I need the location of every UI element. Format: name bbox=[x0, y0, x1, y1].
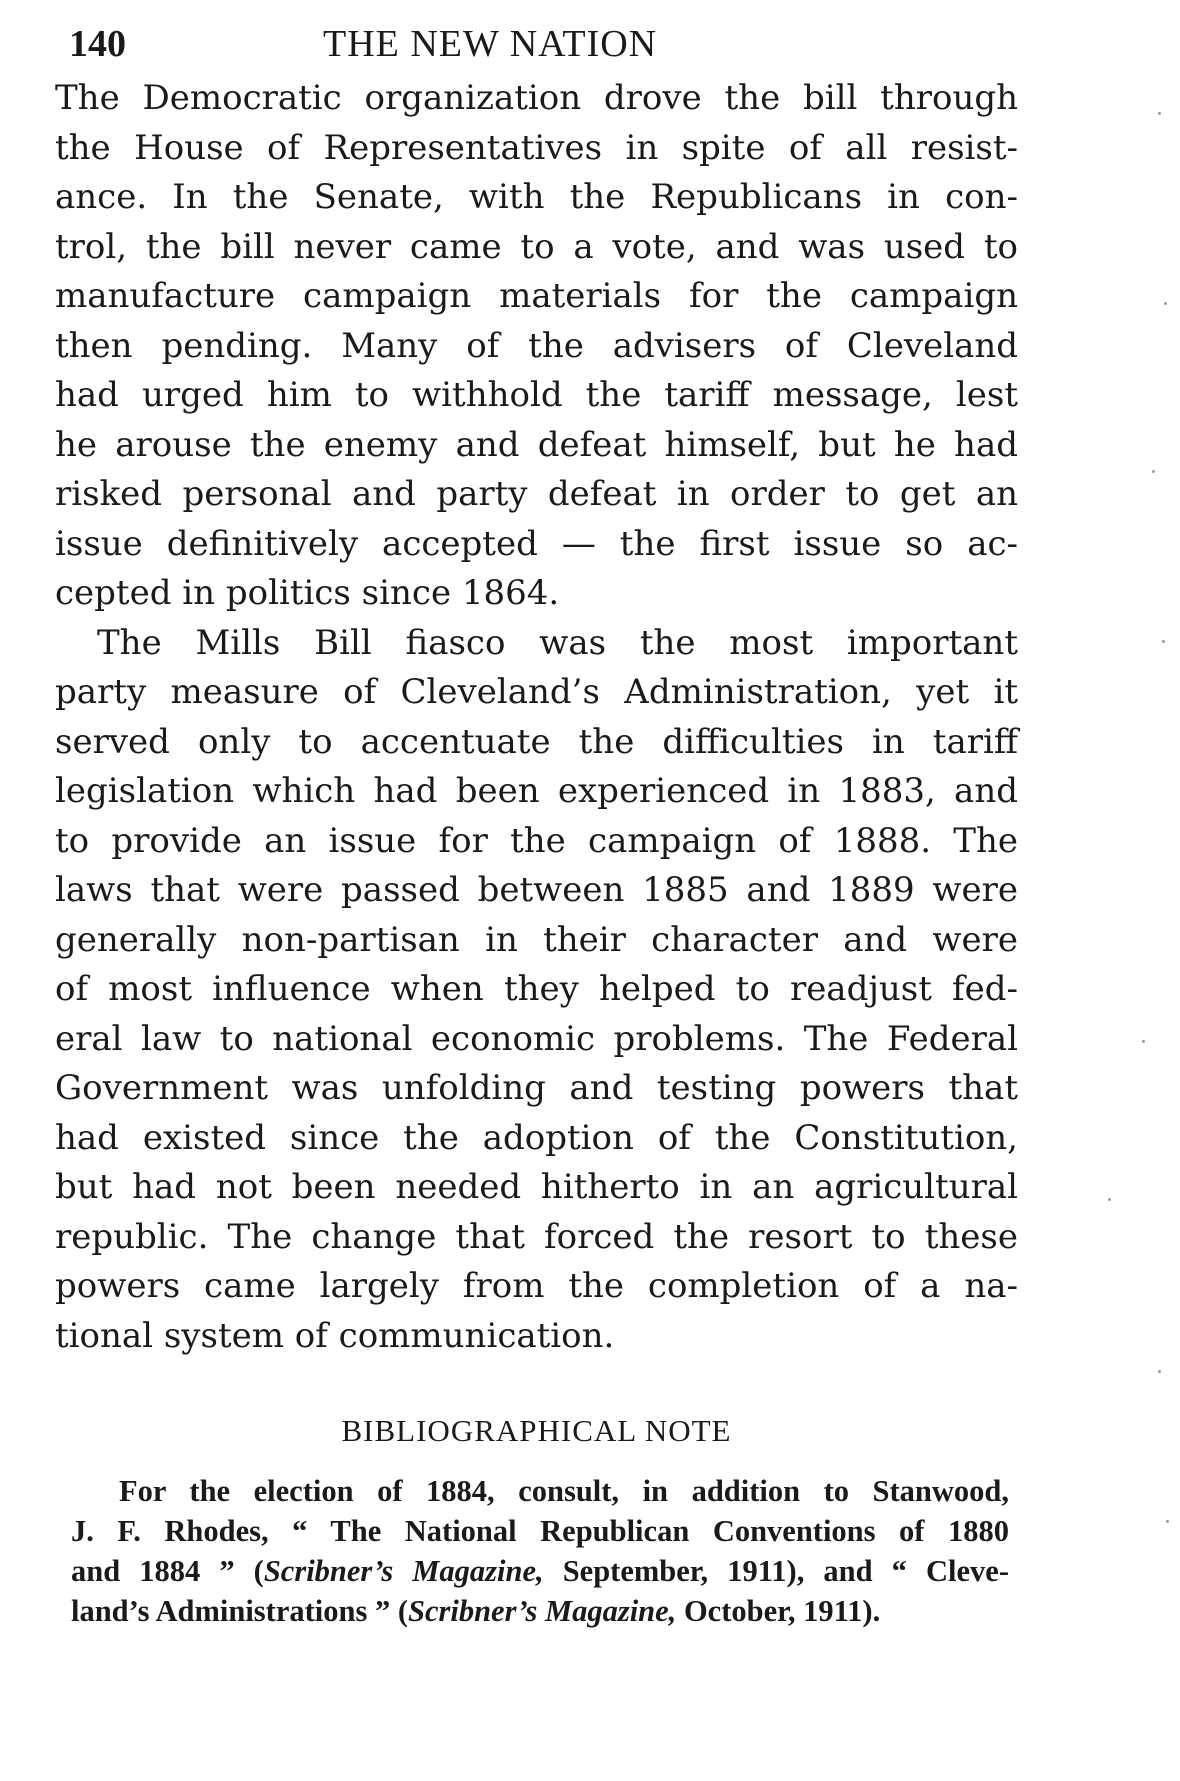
book-page bbox=[55, 22, 1055, 1631]
text-line: but had not been needed hitherto in an agricultural bbox=[55, 1167, 1018, 1207]
text-line: generally non-partisan in their character and were bbox=[55, 919, 1018, 960]
note-line bbox=[71, 1591, 1009, 1631]
text-line: trol, the bill never came to a vote, and was used to bbox=[55, 226, 1018, 267]
bibliographical-note bbox=[55, 1471, 1055, 1631]
text-line: ance. In the Senate, with the Republicans in con- bbox=[55, 177, 1018, 217]
body-paragraph-1 bbox=[55, 74, 1055, 619]
note-line: J. F. Rhodes, “ The National Republican Conventions of 1880 bbox=[71, 1514, 1009, 1548]
paper-speck bbox=[1158, 1370, 1161, 1373]
paper-speck bbox=[1142, 1040, 1145, 1043]
text-line: to provide an issue for the campaign of 1888. The bbox=[55, 820, 1018, 861]
text-line: had existed since the adoption of the Constitution, bbox=[55, 1117, 1018, 1158]
text-line: manufacture campaign materials for the campaign bbox=[55, 276, 1018, 316]
text-line: of most influence when they helped to readjust fed- bbox=[55, 969, 1018, 1009]
note-text: September, 1911), and “ Cleve- bbox=[543, 1554, 1009, 1588]
text-line: Government was unfolding and testing powers that bbox=[55, 1068, 1018, 1108]
text-line: republic. The change that forced the resort to these bbox=[55, 1216, 1018, 1257]
paper-speck bbox=[1152, 470, 1155, 473]
text-line: laws that were passed between 1885 and 1889 were bbox=[55, 870, 1018, 910]
text-line: he arouse the enemy and defeat himself, but he had bbox=[55, 424, 1018, 465]
text-line: served only to accentuate the difficulties in tariff bbox=[55, 721, 1018, 762]
text-line: then pending. Many of the advisers of Cleveland bbox=[55, 325, 1018, 366]
note-line bbox=[71, 1551, 1009, 1591]
paper-speck bbox=[1166, 1520, 1169, 1523]
text-line: party measure of Cleveland’s Administration, yet it bbox=[55, 672, 1018, 712]
text-line: The Democratic organization drove the bill through bbox=[55, 78, 1018, 118]
paper-speck bbox=[1164, 302, 1167, 305]
running-head bbox=[55, 22, 1055, 74]
note-text: land’s Administrations ” ( bbox=[71, 1594, 408, 1628]
text-line: powers came largely from the completion of a na- bbox=[55, 1266, 1018, 1306]
text-line: cepted in politics since 1864. bbox=[55, 573, 560, 613]
bibliographical-note-heading: BIBLIOGRAPHICAL NOTE bbox=[341, 1413, 732, 1448]
body-paragraph-2 bbox=[55, 619, 1055, 1362]
book-title: THE NEW NATION bbox=[323, 23, 658, 65]
text-line: tional system of communication. bbox=[55, 1315, 615, 1356]
paper-speck bbox=[1162, 640, 1165, 643]
magazine-title: Scribner’s Magazine, bbox=[263, 1554, 544, 1588]
note-line: For the election of 1884, consult, in addition to Stanwood, bbox=[119, 1474, 1009, 1508]
magazine-title: Scribner’s Magazine, bbox=[407, 1594, 677, 1628]
note-text: October, 1911). bbox=[676, 1594, 881, 1628]
text-line: had urged him to withhold the tariff message, lest bbox=[55, 375, 1018, 415]
text-line: eral law to national economic problems. The Federal bbox=[55, 1018, 1018, 1059]
paper-speck bbox=[1108, 1198, 1111, 1201]
text-line: the House of Representatives in spite of all resist- bbox=[55, 127, 1018, 168]
text-line: risked personal and party defeat in order to get an bbox=[55, 474, 1018, 514]
page-number: 140 bbox=[69, 23, 126, 65]
text-line: legislation which had been experienced in 1883, and bbox=[55, 771, 1018, 811]
text-line: The Mills Bill fiasco was the most important bbox=[97, 622, 1018, 663]
note-text: and 1884 ” ( bbox=[71, 1554, 264, 1588]
paper-speck bbox=[1158, 112, 1161, 115]
text-line: issue definitively accepted — the first issue so ac- bbox=[55, 523, 1018, 564]
